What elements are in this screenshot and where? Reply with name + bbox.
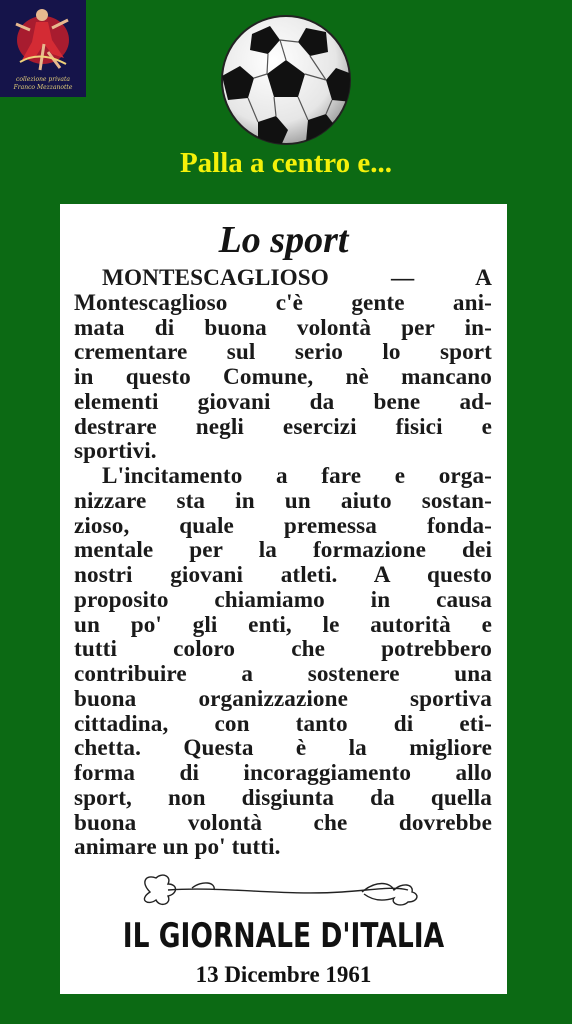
article-title: Lo sport [218,219,349,261]
article-line: sportivi. [74,438,157,465]
article-line: contribuire a sostenere una [74,661,492,687]
logo-caption-line2: Franco Mezzanotte [13,84,73,91]
article-line: buona organizzazione sportiva [74,685,492,712]
article-line: tutti coloro che potrebbero [74,636,492,663]
article-line: MONTESCAGLIOSO — A [102,265,492,291]
article-line: forma di incoraggiamento allo [74,760,492,786]
article-line: nostri giovani atleti. A questo [74,562,492,588]
article-line: Montescaglioso c'è gente ani- [74,289,492,316]
article-line: elementi giovani da bene ad- [74,388,492,415]
collection-logo [0,0,86,97]
article-paragraph-1 [74,266,492,464]
newspaper-name: IL GIORNALE D'ITALIA [122,916,445,956]
newspaper-clipping [60,204,507,994]
article-line: crementare sul serio lo sport [74,339,492,366]
page-headline: Palla a centro e... [179,147,393,179]
article-line: L'incitamento a fare e orga- [102,463,492,489]
publication-date: 13 Dicembre 1961 [195,962,372,987]
article-body [74,266,492,860]
article-line: un po' gli enti, le autorità e [74,611,492,638]
article-line: destrare negli esercizi fisici e [74,413,492,440]
dancer-logo-icon [0,0,86,76]
article-line: mentale per la formazione dei [74,537,492,564]
article-line: in questo Comune, nè mancano [74,364,492,390]
article-line: buona volontà che dovrebbe [74,809,492,836]
article-line: sport, non disgiunta da quella [74,784,492,811]
article-line: proposito chiamiamo in causa [74,586,492,613]
article-line: chetta. Questa è la migliore [74,735,492,762]
logo-caption-line1: collezione privata [16,76,70,83]
article-line: mata di buona volontà per in- [74,314,492,341]
article-line: cittadina, con tanto di eti- [74,710,492,737]
flourish-ornament-icon [132,872,432,914]
soccer-ball-icon [218,14,354,146]
article-line: animare un po' tutti. [74,834,281,861]
article-line: zioso, quale premessa fonda- [74,512,492,539]
article-line: nizzare sta in un aiuto sostan- [74,487,492,514]
article-paragraph-2 [74,464,492,860]
